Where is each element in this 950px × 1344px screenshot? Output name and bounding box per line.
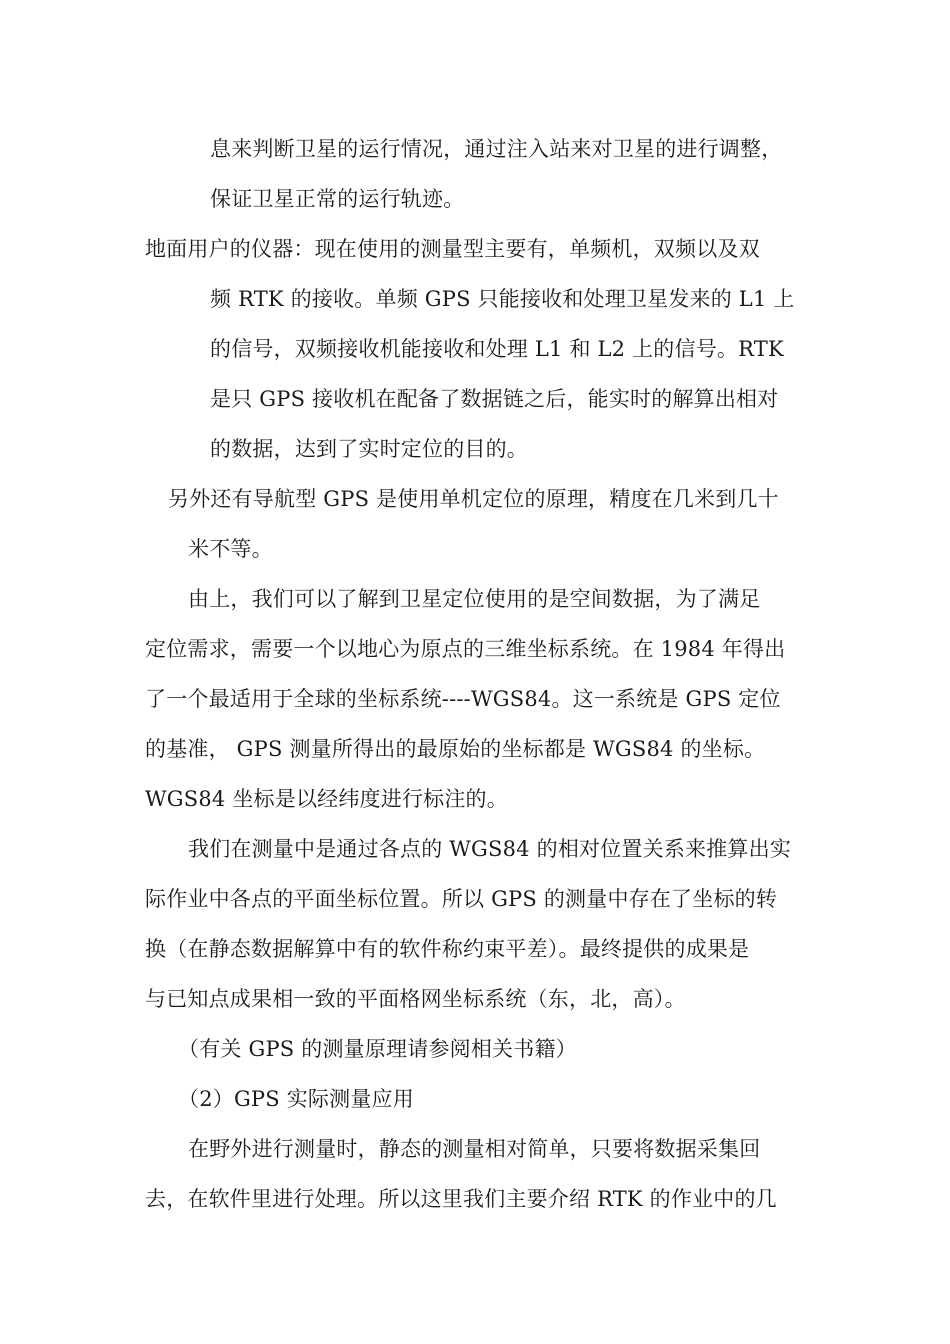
text-line: 际作业中各点的平面坐标位置。所以 GPS 的测量中存在了坐标的转	[145, 887, 778, 911]
text-line: 在野外进行测量时，静态的测量相对简单，只要将数据采集回	[188, 1137, 761, 1161]
text-line: 我们在测量中是通过各点的 WGS84 的相对位置关系来推算出实	[188, 837, 792, 861]
section-heading: （2）GPS 实际测量应用	[178, 1087, 414, 1111]
text-line: 换（在静态数据解算中有的软件称约束平差）。最终提供的成果是	[145, 937, 750, 961]
text-line: 保证卫星正常的运行轨迹。	[210, 187, 465, 211]
text-line: （有关 GPS 的测量原理请参阅相关书籍）	[178, 1037, 577, 1061]
text-line: 米不等。	[188, 537, 273, 561]
text-line: 地面用户的仪器：现在使用的测量型主要有，单频机，双频以及双	[145, 237, 760, 261]
text-line: 的基准， GPS 测量所得出的最原始的坐标都是 WGS84 的坐标。	[145, 737, 766, 761]
text-line: 定位需求，需要一个以地心为原点的三维坐标系统。在 1984 年得出	[145, 637, 786, 661]
text-line: 另外还有导航型 GPS 是使用单机定位的原理，精度在几米到几十	[168, 487, 779, 511]
text-line: 是只 GPS 接收机在配备了数据链之后，能实时的解算出相对	[210, 387, 779, 411]
text-line: 了一个最适用于全球的坐标系统----WGS84。这一系统是 GPS 定位	[145, 687, 781, 711]
text-line: 的数据，达到了实时定位的目的。	[210, 437, 528, 461]
text-line: 与已知点成果相一致的平面格网坐标系统（东，北，高）。	[145, 987, 686, 1011]
text-line: 由上，我们可以了解到卫星定位使用的是空间数据，为了满足	[188, 587, 761, 611]
text-line: 的信号，双频接收机能接收和处理 L1 和 L2 上的信号。RTK	[210, 337, 784, 361]
text-line: 频 RTK 的接收。单频 GPS 只能接收和处理卫星发来的 L1 上	[210, 287, 795, 311]
text-line: 去，在软件里进行处理。所以这里我们主要介绍 RTK 的作业中的几	[145, 1187, 777, 1211]
text-line: WGS84 坐标是以经纬度进行标注的。	[145, 787, 508, 811]
text-line: 息来判断卫星的运行情况，通过注入站来对卫星的进行调整，	[210, 137, 783, 161]
